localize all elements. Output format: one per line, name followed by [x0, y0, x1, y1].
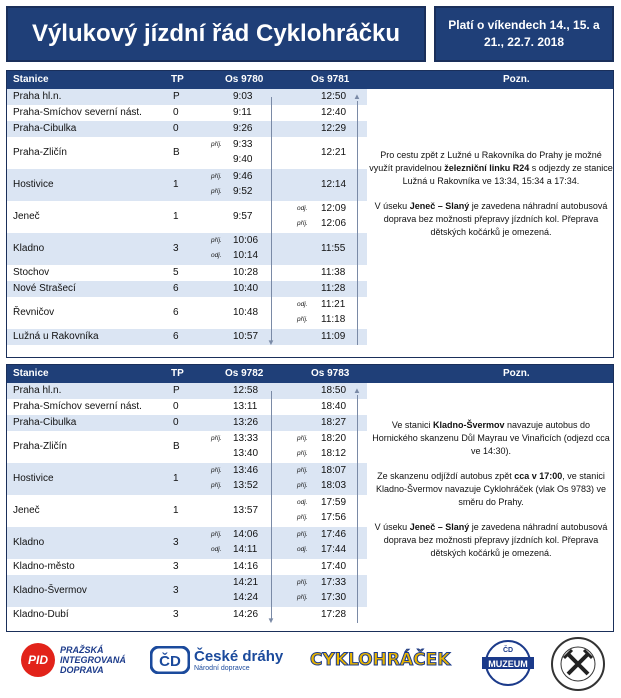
- table-row: [7, 415, 367, 431]
- station-name: Kladno-Dubí: [13, 609, 69, 620]
- cd-logo: [150, 646, 283, 674]
- time-out: 9:52: [233, 186, 253, 197]
- table-row: [7, 607, 367, 623]
- time-out: 9:40: [233, 154, 253, 165]
- time-back: 12:40: [321, 107, 347, 118]
- time-label: příj.: [297, 220, 308, 227]
- station-name: Jeneč: [13, 505, 40, 516]
- time-out: 12:58: [233, 385, 259, 396]
- time-back: 18:20: [321, 433, 347, 444]
- time-back: 18:40: [321, 401, 347, 412]
- time-out: 10:28: [233, 267, 259, 278]
- station-name: Praha-Cibulka: [13, 417, 77, 428]
- table-row: [7, 527, 367, 559]
- time-out: 9:11: [233, 107, 252, 118]
- time-out: 10:40: [233, 283, 259, 294]
- note-text: , ve stanici Kladno-Švermov navazuje Cyklohráček (vlak Os 9783) ve směru do Prahy.: [375, 471, 607, 507]
- cd-name: České dráhy: [194, 647, 284, 665]
- time-out: 9:33: [233, 139, 253, 150]
- time-back: 18:27: [321, 417, 347, 428]
- table-row: [7, 495, 367, 527]
- time-back: 17:30: [321, 592, 347, 603]
- column-header: Os 9782: [225, 368, 264, 379]
- notes: [369, 419, 613, 572]
- svg-text:ČD: ČD: [159, 653, 181, 670]
- time-label: příj.: [297, 579, 308, 586]
- time-back: 18:12: [321, 448, 347, 459]
- time-back: 18:50: [321, 385, 347, 396]
- station-name: Praha-Smíchov severní nást.: [13, 401, 142, 412]
- track-code: 0: [173, 417, 179, 428]
- time-label: příj.: [297, 467, 308, 474]
- time-back: 17:46: [321, 529, 347, 540]
- column-header: Pozn.: [503, 74, 530, 85]
- time-out: 13:52: [233, 480, 259, 491]
- track-code: 6: [173, 307, 179, 318]
- column-header: Stanice: [13, 74, 49, 85]
- track-code: 0: [173, 401, 179, 412]
- time-back: 18:07: [321, 465, 347, 476]
- station-name: Nové Strašecí: [13, 283, 76, 294]
- muzeum-badge-icon: [478, 638, 538, 688]
- station-name: Hostivice: [13, 473, 54, 484]
- time-back: 11:28: [321, 283, 346, 294]
- time-label: příj.: [211, 188, 222, 195]
- note-text: Ze skanzenu odjíždí autobus zpět: [377, 471, 515, 481]
- timetable-2: [6, 364, 614, 632]
- table-row: [7, 383, 367, 399]
- track-code: B: [173, 441, 180, 452]
- time-out: 10:48: [233, 307, 259, 318]
- time-out: 14:24: [233, 592, 259, 603]
- station-name: Praha hl.n.: [13, 91, 62, 102]
- time-out: 9:57: [233, 211, 253, 222]
- arrow-down-icon: ▼: [267, 338, 275, 347]
- station-name: Praha-Smíchov severní nást.: [13, 107, 142, 118]
- time-out: 14:26: [233, 609, 259, 620]
- cyklohracek-text: CYKLOHRÁČEK: [310, 650, 451, 670]
- note-text: s odjezdy ze stanice Lužná u Rakovníka ve 13:34, 15:34 a 17:34.: [402, 163, 613, 186]
- time-out: 9:03: [233, 91, 253, 102]
- time-label: příj.: [211, 173, 222, 180]
- time-back: 17:44: [321, 544, 347, 555]
- table-row: [7, 201, 367, 233]
- table-row: [7, 169, 367, 201]
- time-out: 10:57: [233, 331, 259, 342]
- time-label: příj.: [211, 531, 222, 538]
- station-name: Praha hl.n.: [13, 385, 62, 396]
- time-out: 10:06: [233, 235, 259, 246]
- time-label: odj.: [297, 499, 308, 506]
- table-row: [7, 575, 367, 607]
- table-row: [7, 559, 367, 575]
- track-code: 1: [173, 211, 179, 222]
- note-text: je zavedena náhradní autobusová doprava bez možnosti přepravy jízdních kol. Přeprava dětských kočárků je omezená.: [383, 522, 608, 558]
- note-text: Ve stanici: [391, 420, 433, 430]
- time-back: 12:06: [321, 218, 347, 229]
- note-paragraph: [369, 470, 613, 509]
- notes: [369, 149, 613, 251]
- column-header: Os 9780: [225, 74, 264, 85]
- time-back: 11:18: [321, 314, 346, 325]
- cd-mark-icon: [150, 646, 190, 674]
- track-code: 0: [173, 123, 179, 134]
- column-header: Pozn.: [503, 368, 530, 379]
- time-label: příj.: [297, 435, 308, 442]
- cyklohracek-logo: [310, 650, 450, 670]
- time-label: příj.: [211, 141, 222, 148]
- note-bold: Jeneč – Slaný: [409, 522, 470, 532]
- track-code: 3: [173, 585, 179, 596]
- time-back: 17:56: [321, 512, 347, 523]
- note-text: navazuje autobus do Hornického skanzenu Důl Mayrau ve Vinařicích (odjezd cca ve 14:30).: [372, 420, 610, 456]
- svg-text:PID: PID: [27, 653, 49, 667]
- note-text: je zavedena náhradní autobusová doprava bez možnosti přepravy jízdních kol. Přeprava dětských kočárků je omezená.: [383, 201, 608, 237]
- time-back: 11:55: [321, 243, 346, 254]
- station-name: Kladno: [13, 537, 45, 548]
- time-label: odj.: [211, 546, 222, 553]
- track-code: P: [173, 385, 180, 396]
- track-code: 5: [173, 267, 179, 278]
- title-box: [6, 6, 426, 62]
- time-out: 13:40: [233, 448, 259, 459]
- track-code: 1: [173, 505, 179, 516]
- track-code: 3: [173, 537, 179, 548]
- track-code: 6: [173, 283, 179, 294]
- track-code: B: [173, 147, 180, 158]
- table-row: [7, 233, 367, 265]
- time-back: 12:14: [321, 179, 347, 190]
- station-name: Praha-Zličín: [13, 147, 67, 158]
- track-code: P: [173, 91, 180, 102]
- arrow-down-icon: ▼: [267, 616, 275, 625]
- track-code: 6: [173, 331, 179, 342]
- table-header: [7, 365, 613, 383]
- station-name: Kladno-Švermov: [13, 585, 87, 596]
- svg-text:ČD: ČD: [502, 647, 514, 654]
- time-back: 17:28: [321, 609, 347, 620]
- station-name: Lužná u Rakovníka: [13, 331, 99, 342]
- validity-text: Platí o víkendech 14., 15. a 21., 22.7. 2018: [448, 18, 600, 49]
- skanzen-seal-icon: [550, 636, 606, 692]
- time-label: příj.: [297, 594, 308, 601]
- note-paragraph: [369, 200, 613, 239]
- time-label: příj.: [211, 467, 222, 474]
- track-code: 1: [173, 179, 179, 190]
- time-label: příj.: [297, 514, 308, 521]
- time-label: odj.: [297, 205, 308, 212]
- station-name: Řevničov: [13, 307, 55, 318]
- time-back: 17:40: [321, 561, 347, 572]
- page-title: Výlukový jízdní řád Cyklohráčku: [31, 20, 401, 47]
- table-row: [7, 463, 367, 495]
- station-name: Jeneč: [13, 211, 40, 222]
- table-row: [7, 281, 367, 297]
- column-header: Os 9781: [311, 74, 350, 85]
- time-label: příj.: [297, 450, 308, 457]
- arrow-up-icon: ▲: [353, 92, 361, 101]
- cd-sub: Národní dopravce: [194, 664, 250, 672]
- time-back: 11:21: [321, 299, 346, 310]
- time-out: 13:57: [233, 505, 259, 516]
- skanzen-logo: [550, 636, 606, 692]
- table-row: [7, 121, 367, 137]
- time-back: 11:09: [321, 331, 346, 342]
- time-back: 11:38: [321, 267, 346, 278]
- logo-bar: [6, 634, 614, 694]
- table-row: [7, 297, 367, 329]
- time-label: příj.: [211, 435, 222, 442]
- time-back: 17:59: [321, 497, 347, 508]
- time-out: 14:16: [233, 561, 259, 572]
- time-label: odj.: [297, 301, 308, 308]
- direction-line-up: [357, 101, 358, 345]
- track-code: 1: [173, 473, 179, 484]
- muzeum-logo: [478, 638, 538, 688]
- time-label: příj.: [211, 237, 222, 244]
- time-out: 9:26: [233, 123, 253, 134]
- table-row: [7, 431, 367, 463]
- header: [6, 6, 614, 62]
- note-text: Pro cestu zpět z Lužné u Rakovníka do Prahy je možné využít pravidelnou: [369, 150, 602, 173]
- track-code: 0: [173, 107, 179, 118]
- time-out: 13:46: [233, 465, 259, 476]
- station-name: Hostivice: [13, 179, 54, 190]
- note-bold: cca v 17:00: [514, 471, 563, 481]
- pid-line-2: INTEGROVANÁ: [60, 655, 126, 665]
- direction-line-down: [271, 97, 272, 341]
- time-label: příj.: [297, 316, 308, 323]
- column-header: TP: [171, 368, 184, 379]
- track-code: 3: [173, 243, 179, 254]
- pid-line-3: DOPRAVA: [60, 665, 104, 675]
- column-header: TP: [171, 74, 184, 85]
- column-header: Stanice: [13, 368, 49, 379]
- track-code: 3: [173, 609, 179, 620]
- time-out: 10:14: [233, 250, 259, 261]
- timetable-1: [6, 70, 614, 358]
- table-row: [7, 89, 367, 105]
- note-paragraph: [369, 521, 613, 560]
- time-label: příj.: [297, 531, 308, 538]
- arrow-up-icon: ▲: [353, 386, 361, 395]
- table-row: [7, 137, 367, 169]
- note-text: V úseku: [374, 201, 410, 211]
- pid-line-1: PRAŽSKÁ: [60, 645, 104, 655]
- station-name: Praha-Zličín: [13, 441, 67, 452]
- table-row: [7, 329, 367, 345]
- table-row: [7, 399, 367, 415]
- validity-box: [434, 6, 614, 62]
- time-out: 9:46: [233, 171, 253, 182]
- track-code: 3: [173, 561, 179, 572]
- note-paragraph: [369, 149, 613, 188]
- time-label: příj.: [297, 482, 308, 489]
- table-row: [7, 265, 367, 281]
- time-back: 17:33: [321, 577, 347, 588]
- station-name: Kladno: [13, 243, 45, 254]
- time-out: 14:06: [233, 529, 259, 540]
- time-out: 13:26: [233, 417, 259, 428]
- time-back: 12:09: [321, 203, 347, 214]
- pid-logo: [20, 642, 126, 678]
- time-label: odj.: [297, 546, 308, 553]
- station-name: Praha-Cibulka: [13, 123, 77, 134]
- time-out: 14:11: [233, 544, 258, 555]
- svg-text:MUZEUM: MUZEUM: [488, 659, 528, 669]
- note-bold: železniční linku R24: [444, 163, 530, 173]
- note-text: V úseku: [374, 522, 410, 532]
- table-header: [7, 71, 613, 89]
- table-row: [7, 105, 367, 121]
- note-bold: Jeneč – Slaný: [409, 201, 470, 211]
- column-header: Os 9783: [311, 368, 350, 379]
- direction-line-up: [357, 395, 358, 623]
- time-out: 14:21: [233, 577, 259, 588]
- time-label: příj.: [211, 482, 222, 489]
- time-back: 18:03: [321, 480, 347, 491]
- time-back: 12:50: [321, 91, 347, 102]
- pid-mark-icon: [20, 642, 56, 678]
- time-label: odj.: [211, 252, 222, 259]
- time-back: 12:29: [321, 123, 347, 134]
- time-out: 13:33: [233, 433, 259, 444]
- station-name: Kladno-město: [13, 561, 75, 572]
- note-bold: Kladno-Švermov: [432, 420, 505, 430]
- time-back: 12:21: [321, 147, 347, 158]
- note-paragraph: [369, 419, 613, 458]
- direction-line-down: [271, 391, 272, 619]
- station-name: Stochov: [13, 267, 50, 278]
- time-out: 13:11: [233, 401, 258, 412]
